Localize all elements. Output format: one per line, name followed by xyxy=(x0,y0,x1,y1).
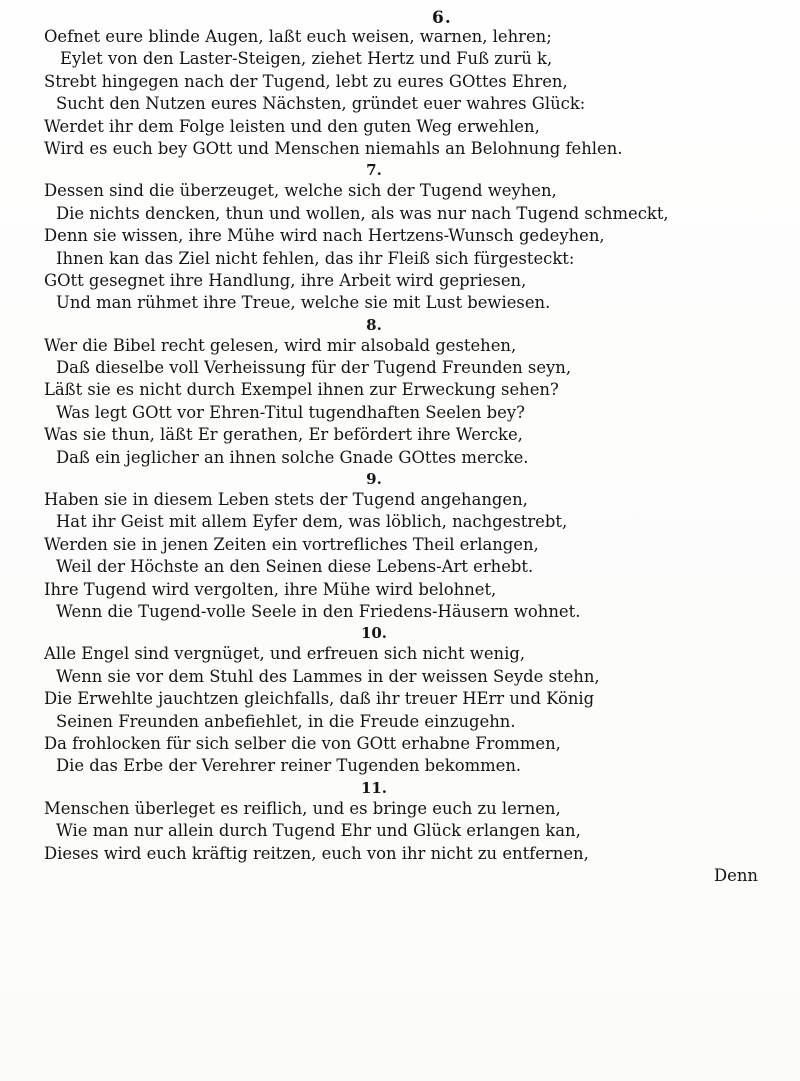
verse-line: Hat ihr Geist mit allem Eyfer dem, was löblich, nachgestrebt, xyxy=(56,512,568,532)
verse-line: Strebt hingegen nach der Tugend, lebt zu eures GOttes Ehren, xyxy=(44,71,568,91)
verse-line: Haben sie in diesem Leben stets der Tugend angehangen, xyxy=(44,490,528,510)
verse-line: Was sie thun, läßt Er gerathen, Er befördert ihre Wercke, xyxy=(44,425,523,445)
verse-line: Was legt GOtt vor Ehren-Titul tugendhaften Seelen bey? xyxy=(56,402,525,422)
verse-line: Daß dieselbe voll Verheissung für der Tugend Freunden seyn, xyxy=(56,358,572,378)
verse-line: Und man rühmet ihre Treue, welche sie mit Lust bewiesen. xyxy=(56,293,551,313)
verse-line: Weil der Höchste an den Seinen diese Lebens-Art erhebt. xyxy=(56,557,534,577)
verse-line: Wird es euch bey GOtt und Menschen niemahls an Belohnung fehlen. xyxy=(44,138,623,158)
verse-line: Läßt sie es nicht durch Exempel ihnen zur Erweckung sehen? xyxy=(44,380,559,400)
stanza-number: 10. xyxy=(360,624,388,643)
verse-line: Dieses wird euch kräftig reitzen, euch von ihr nicht zu entfernen, xyxy=(44,843,589,863)
stanza-number: 11. xyxy=(360,778,388,797)
verse-line: Dessen sind die überzeuget, welche sich der Tugend weyhen, xyxy=(44,181,557,201)
verse-line: Werden sie in jenen Zeiten ein vortrefliches Theil erlangen, xyxy=(44,534,539,554)
verse-line: Eylet von den Laster-Steigen, ziehet Hertz und Fuß zurü k, xyxy=(60,49,553,69)
verse-line: Ihre Tugend wird vergolten, ihre Mühe wird belohnet, xyxy=(44,579,497,599)
stanza-number: 9. xyxy=(366,470,382,489)
verse-line: Die nichts dencken, thun und wollen, als was nur nach Tugend schmeckt, xyxy=(56,203,669,223)
verse-line: Sucht den Nutzen eures Nächsten, gründet euer wahres Glück: xyxy=(56,94,586,114)
verse-line: Die das Erbe der Verehrer reiner Tugenden bekommen. xyxy=(56,756,522,776)
poem-body xyxy=(44,26,764,887)
verse-line: Wenn die Tugend-volle Seele in den Friedens-Häusern wohnet. xyxy=(56,601,581,621)
verse-line: Wenn sie vor dem Stuhl des Lammes in der weissen Seyde stehn, xyxy=(56,666,600,686)
verse-line: Werdet ihr dem Folge leisten und den guten Weg erwehlen, xyxy=(44,116,540,136)
verse-line: Da frohlocken für sich selber die von GOtt erhabne Frommen, xyxy=(44,733,561,753)
verse-line: Denn sie wissen, ihre Mühe wird nach Hertzens-Wunsch gedeyhen, xyxy=(44,226,605,246)
verse-line: Die Erwehlte jauchtzen gleichfalls, daß ihr treuer HErr und König xyxy=(44,689,595,709)
verse-line: Wer die Bibel recht gelesen, wird mir alsobald gestehen, xyxy=(44,335,517,355)
verse-line: Oefnet eure blinde Augen, laßt euch weisen, warnen, lehren; xyxy=(44,27,552,46)
verse-line: GOtt gesegnet ihre Handlung, ihre Arbeit wird gepriesen, xyxy=(44,270,527,290)
page-number: 6. xyxy=(432,8,452,28)
stanza-number: 7. xyxy=(366,161,382,180)
verse-line: Alle Engel sind vergnüget, und erfreuen sich nicht wenig, xyxy=(44,644,526,664)
verse-line: Daß ein jeglicher an ihnen solche Gnade GOttes mercke. xyxy=(56,447,529,467)
stanza-number: 8. xyxy=(366,315,382,334)
verse-line: Menschen überleget es reiflich, und es bringe euch zu lernen, xyxy=(44,798,561,818)
catchword: Denn xyxy=(714,865,758,885)
verse-line: Ihnen kan das Ziel nicht fehlen, das ihr Fleiß sich fürgesteckt: xyxy=(56,248,575,268)
verse-line: Seinen Freunden anbefiehlet, in die Freude einzugehn. xyxy=(56,711,516,731)
verse-line: Wie man nur allein durch Tugend Ehr und Glück erlangen kan, xyxy=(56,821,581,841)
